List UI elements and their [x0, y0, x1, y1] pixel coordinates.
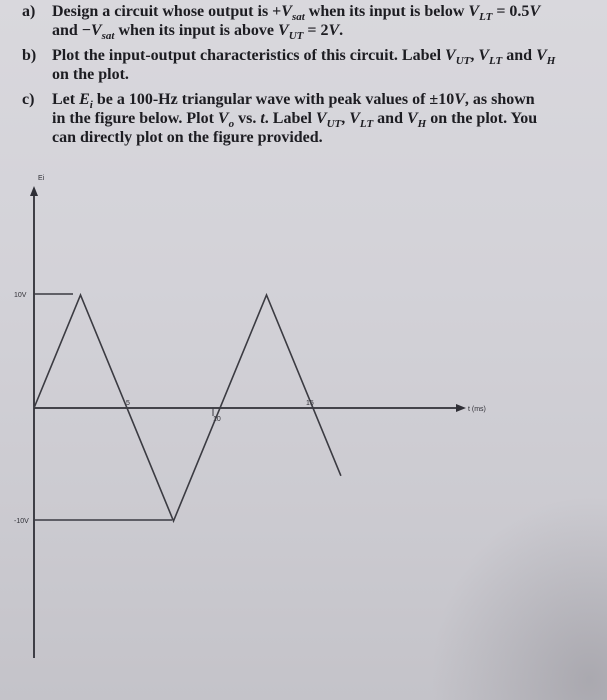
text-run: when its input is above: [114, 22, 279, 39]
photo-shadow: [430, 495, 607, 700]
text-run: .: [339, 22, 344, 39]
question-line: [52, 65, 607, 84]
question-line: [52, 46, 607, 68]
x-tick-label-10: 10: [213, 416, 221, 423]
text-run: on the plot.: [52, 66, 129, 83]
text-run: ,: [470, 47, 479, 64]
text-run: E: [79, 91, 90, 108]
text-run: in the figure below. Plot: [52, 110, 218, 127]
subscript: H: [417, 118, 427, 131]
text-run: V: [278, 22, 289, 39]
text-run: V: [468, 3, 480, 20]
question-a-text: [52, 2, 607, 43]
x-axis-arrowhead: [456, 404, 466, 412]
text-run: Plot the input-output characteristics of this circuit. Label: [52, 47, 446, 64]
text-run: vs.: [234, 110, 261, 127]
text-run: V: [281, 3, 292, 20]
question-line: [52, 128, 607, 147]
text-run: can directly plot on the figure provided.: [52, 129, 323, 146]
text-run: V: [445, 47, 456, 64]
question-c-label: c): [22, 91, 35, 108]
subscript: i: [89, 99, 93, 112]
text-run: = 2: [303, 22, 329, 39]
subscript: LT: [479, 11, 493, 24]
question-b-text: [52, 46, 607, 84]
x-tick-label-15: 15: [306, 400, 314, 407]
y-axis-arrowhead: [30, 186, 38, 196]
subscript: UT: [455, 55, 471, 68]
question-c-text: [52, 90, 607, 147]
text-run: V: [349, 110, 360, 127]
y-tick-label-minus-10v: -10V: [14, 518, 29, 525]
text-run: be a 100-Hz triangular wave with peak values of ±10: [92, 91, 455, 108]
text-run: V: [478, 47, 490, 64]
text-run: V: [536, 47, 547, 64]
text-run: V: [454, 91, 465, 108]
subscript: UT: [288, 30, 304, 43]
text-run: V: [90, 22, 102, 39]
text-run: and: [502, 47, 537, 64]
text-run: V: [315, 110, 327, 127]
text-run: ,: [341, 110, 350, 127]
y-tick-label-10v: 10V: [14, 292, 27, 299]
question-line: [52, 90, 607, 112]
text-run: , as shown: [464, 91, 535, 108]
text-run: V: [529, 3, 541, 20]
question-line: [52, 109, 607, 131]
text-run: on the plot. You: [426, 110, 538, 127]
text-run: = 0.5: [492, 3, 530, 20]
subscript: o: [228, 118, 235, 131]
text-run: V: [328, 22, 340, 39]
text-run: Design a circuit whose output is +: [52, 3, 282, 20]
text-run: and: [373, 110, 407, 127]
question-line: [52, 2, 607, 24]
question-a-label: a): [22, 3, 36, 20]
y-axis-label: Ei: [38, 175, 45, 182]
subscript: LT: [359, 118, 374, 131]
text-run: . Label: [264, 110, 316, 127]
text-run: and −: [52, 22, 91, 39]
text-run: t: [260, 110, 265, 127]
text-run: V: [217, 110, 229, 127]
text-run: V: [406, 110, 418, 127]
subscript: H: [546, 55, 556, 68]
subscript: sat: [101, 30, 115, 43]
text-run: Let: [52, 91, 80, 108]
question-line: [52, 21, 607, 43]
x-tick-label-5: 5: [126, 400, 130, 407]
subscript: UT: [326, 118, 342, 131]
x-axis-label: t (ms): [468, 406, 486, 413]
text-run: when its input is below: [304, 3, 469, 20]
question-b-label: b): [22, 47, 37, 64]
subscript: sat: [291, 11, 305, 24]
subscript: LT: [489, 55, 503, 68]
